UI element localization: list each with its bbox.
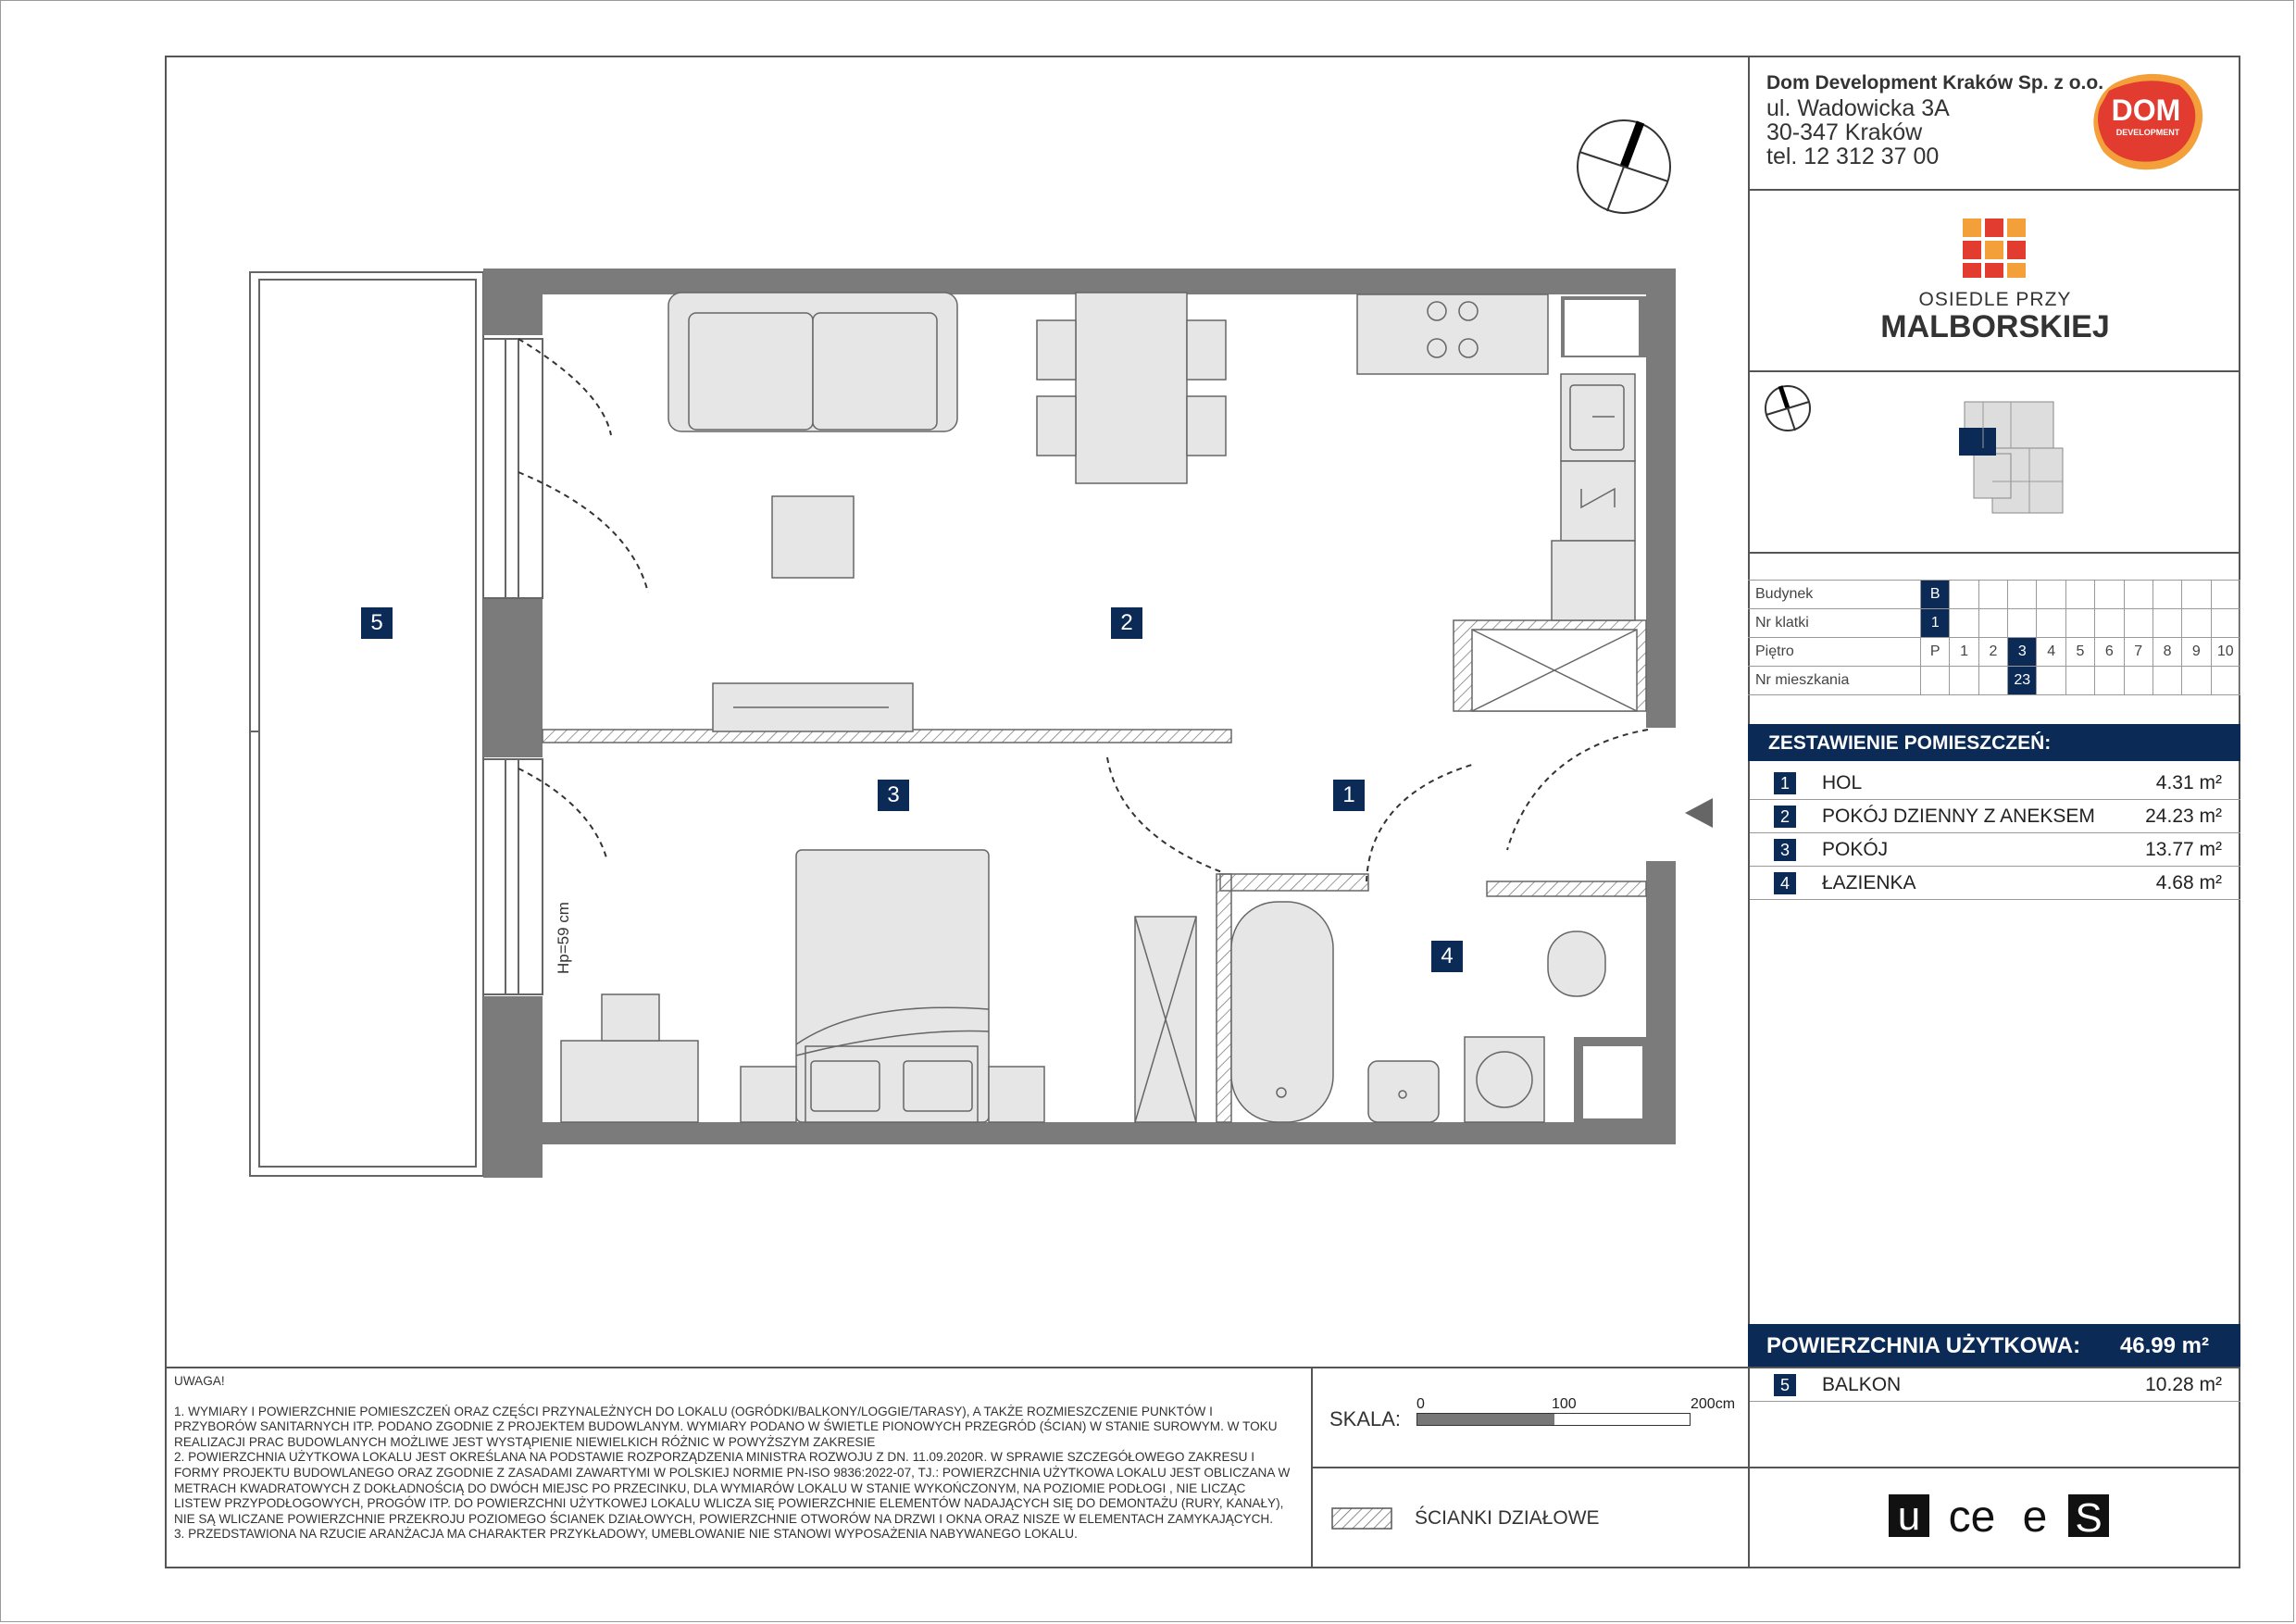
info-cell — [2152, 667, 2181, 695]
info-cell — [2124, 609, 2152, 638]
divider-scale — [1311, 1467, 1750, 1468]
info-row — [1748, 667, 2240, 695]
scale-label: SKALA: — [1329, 1407, 1402, 1430]
usable-area-value: 46.99 m² — [2119, 1333, 2209, 1358]
room-number: 4 — [1774, 872, 1796, 894]
info-cell — [2095, 581, 2124, 609]
plan-label-room-5: 5 — [361, 607, 393, 639]
info-cell — [2182, 609, 2211, 638]
hatch-legend-icon — [1331, 1507, 1392, 1530]
info-cell — [1950, 667, 1978, 695]
scale-bar — [1416, 1413, 1691, 1426]
svg-text:S: S — [2075, 1495, 2103, 1541]
note-2: 2. POWIERZCHNIA UŻYTKOWA LOKALU JEST OKREŚLANA NA PODSTAWIE ROZPORZĄDZENIA MINISTRA ROZWOJU Z DN. 11.09.2020R. W SPRAWIE SZCZEGÓŁOWEGO ZAKRESU I FORMY PROJEKTU BUDOWLANEGO ORAZ ZGODNIE Z ZASADAMI ZAWARTYMI W POLSKIEJ NORMIE PN-ISO 9836:2022-07, TJ.: POWIERZCHNIA UŻYTKOWA LOKALU JEST OBLICZANA W METRACH KWADRATOWYCH Z DOKŁADNOŚCIĄ DO DWÓCH MIEJSC PO PRZECINKU, DLA WYMIARÓW LOKALU W STANIE WYKOŃCZONYM, NA POZIOMIE PODŁOGI , NIE LICZĄC LISTEW PRZYPODŁOGOWYCH, PROGÓW ITP. DO POWIERZCHNI UŻYTKOWEJ LOKALU WLICZA SIĘ POWIERZCHNIE ELEMENTÓW NADAJĄCYCH SIĘ DO DEMONTAŻU (RURY, KANAŁY), NIE SĄ WLICZANE POWIERZCHNIE PRZEKROJU POZIOMEGO ŚCIANEK DZIAŁOWYCH, POWIERZCHNIE OTWORÓW NA DRZWI I OKNA ORAZ NISZE W ELEMENTACH ZAMYKAJĄCYCH. — [174, 1450, 1291, 1526]
info-cell — [1978, 609, 2007, 638]
info-cell: 9 — [2182, 638, 2211, 667]
info-cell: 8 — [2152, 638, 2181, 667]
ucees-logo — [1887, 1493, 2113, 1541]
info-cell: 5 — [2065, 638, 2094, 667]
info-cell — [2008, 609, 2037, 638]
balcony-area: 10.28 m² — [2145, 1374, 2222, 1395]
info-cell — [1921, 667, 1950, 695]
room-area: 4.68 m² — [2155, 872, 2222, 893]
scale-tick-100: 100 — [1552, 1396, 1577, 1412]
svg-text:ce: ce — [1948, 1493, 1996, 1541]
plan-label-room-3: 3 — [878, 780, 909, 811]
rooms-header — [1748, 724, 2240, 761]
room-number: 1 — [1774, 772, 1796, 794]
project-logo-icon — [1961, 217, 2028, 280]
svg-text:u: u — [1897, 1493, 1921, 1539]
scale-tick-0: 0 — [1416, 1396, 1425, 1412]
info-cell — [2182, 581, 2211, 609]
room-row — [1750, 800, 2240, 833]
info-cell: B — [1921, 581, 1950, 609]
balcony-number: 5 — [1774, 1374, 1796, 1396]
info-cell: 2 — [1978, 638, 2007, 667]
info-cell: 1 — [1950, 638, 1978, 667]
info-cell: 23 — [2008, 667, 2037, 695]
company-name: Dom Development Kraków Sp. z o.o. — [1766, 72, 2104, 94]
info-cell — [2182, 667, 2211, 695]
divider-keyplan — [1748, 552, 2240, 554]
info-row-label: Nr mieszkania — [1748, 667, 1921, 695]
company-address-1: ul. Wadowicka 3A — [1766, 95, 1950, 121]
divider-header — [1748, 189, 2240, 191]
note-3: 3. PRZEDSTAWIONA NA RZUCIE ARANŻACJA MA CHARAKTER PRZYKŁADOWY, UMEBLOWANIE NIE STANOWI WYPOSAŻENIA NABYWANEGO LOKALU. — [174, 1527, 1078, 1542]
info-row — [1748, 638, 2240, 667]
logo-main-text: DOM — [2111, 94, 2181, 127]
info-cell — [1950, 581, 1978, 609]
info-cell — [1978, 667, 2007, 695]
info-cell — [2211, 609, 2240, 638]
room-area: 24.23 m² — [2145, 806, 2222, 827]
info-cell: 4 — [2037, 638, 2065, 667]
info-cell — [1978, 581, 2007, 609]
project-name-top: OSIEDLE PRZY — [1918, 289, 2072, 310]
plan-label-room-2: 2 — [1111, 607, 1142, 639]
info-row — [1748, 581, 2240, 609]
company-address-2: 30-347 Kraków — [1766, 119, 1923, 145]
info-cell — [2037, 667, 2065, 695]
plan-label-room-4: 4 — [1431, 941, 1463, 972]
info-cell — [2124, 667, 2152, 695]
info-cell — [2095, 609, 2124, 638]
info-cell — [2152, 609, 2181, 638]
info-row — [1748, 609, 2240, 638]
rooms-header-text: ZESTAWIENIE POMIESZCZEŃ: — [1768, 732, 2052, 754]
dom-development-logo — [2087, 67, 2209, 174]
scale-tick-200: 200cm — [1691, 1396, 1736, 1412]
info-cell — [2211, 667, 2240, 695]
info-cell: 3 — [2008, 638, 2037, 667]
info-cell — [2037, 581, 2065, 609]
room-row — [1750, 867, 2240, 900]
room-name: HOL — [1822, 772, 1863, 793]
info-cell — [2124, 581, 2152, 609]
entrance-marker — [1685, 798, 1713, 828]
info-cell: P — [1921, 638, 1950, 667]
room-area: 4.31 m² — [2155, 772, 2222, 793]
info-cell: 10 — [2211, 638, 2240, 667]
info-cell — [2065, 667, 2094, 695]
info-row-label: Nr klatki — [1748, 609, 1921, 638]
notes-title: UWAGA! — [174, 1374, 225, 1388]
info-cell — [2065, 609, 2094, 638]
info-cell: 7 — [2124, 638, 2152, 667]
info-cell — [2008, 581, 2037, 609]
info-cell: 6 — [2095, 638, 2124, 667]
legend-partition-label: ŚCIANKI DZIAŁOWE — [1415, 1507, 1600, 1529]
compass-small-icon — [1763, 383, 1813, 433]
usable-area-label: POWIERZCHNIA UŻYTKOWA: — [1766, 1333, 2081, 1358]
key-plan-map — [1955, 398, 2065, 530]
info-cell: 1 — [1921, 609, 1950, 638]
room-row — [1750, 833, 2240, 867]
room-area: 13.77 m² — [2145, 839, 2222, 860]
room-name: POKÓJ — [1822, 839, 1889, 860]
info-cell — [2037, 609, 2065, 638]
room-row — [1750, 767, 2240, 800]
note-1: 1. WYMIARY I POWIERZCHNIE POMIESZCZEŃ ORAZ CZĘŚCI PRZYNALEŻNYCH DO LOKALU (OGRÓDKI/BALKONY/LOGGIE/TARASY), A TAKŻE ROZMIESZCZENIE PUNKTÓW I PRZYBORÓW SANITARNYCH ITP. PODANO ZGODNIE Z PROJEKTEM BUDOWLANYM. WYMIARY PODANO W ŚWIETLE PIONOWYCH PRZEGRÓD (ŚCIAN) W STANIE SUROWYM. W TOKU REALIZACJI PRAC BUDOWLANYCH MOŻLIWE JEST WYSTĄPIENIE NIEWIELKICH RÓŻNIC W POWYŻSZYM ZAKRESIE — [174, 1404, 1278, 1449]
info-cell — [2211, 581, 2240, 609]
balcony-name: BALKON — [1822, 1374, 1902, 1395]
info-cell — [2095, 667, 2124, 695]
info-cell — [2065, 581, 2094, 609]
room-name: ŁAZIENKA — [1822, 872, 1916, 893]
info-cell — [1950, 609, 1978, 638]
usable-area-band — [1748, 1324, 2240, 1367]
room-number: 2 — [1774, 806, 1796, 828]
plan-label-room-1: 1 — [1333, 780, 1365, 811]
company-phone: tel. 12 312 37 00 — [1766, 144, 1940, 169]
room-name: POKÓJ DZIENNY Z ANEKSEM — [1822, 806, 2095, 827]
room-number: 3 — [1774, 839, 1796, 861]
logo-sub-text: DEVELOPMENT — [2115, 128, 2180, 137]
divider-project — [1748, 370, 2240, 372]
info-row-label: Piętro — [1748, 638, 1921, 667]
notes-block — [174, 1374, 1294, 1543]
apartment-info-table — [1748, 580, 2240, 695]
project-name-bottom: MALBORSKIEJ — [1880, 309, 2110, 344]
window-height-label: Hp=59 cm — [555, 902, 572, 974]
balcony — [250, 272, 483, 1176]
balcony-row — [1750, 1368, 2240, 1402]
divider-brand — [1748, 1467, 2240, 1468]
svg-text:e: e — [2022, 1493, 2048, 1541]
info-row-label: Budynek — [1748, 581, 1921, 609]
info-cell — [2152, 581, 2181, 609]
